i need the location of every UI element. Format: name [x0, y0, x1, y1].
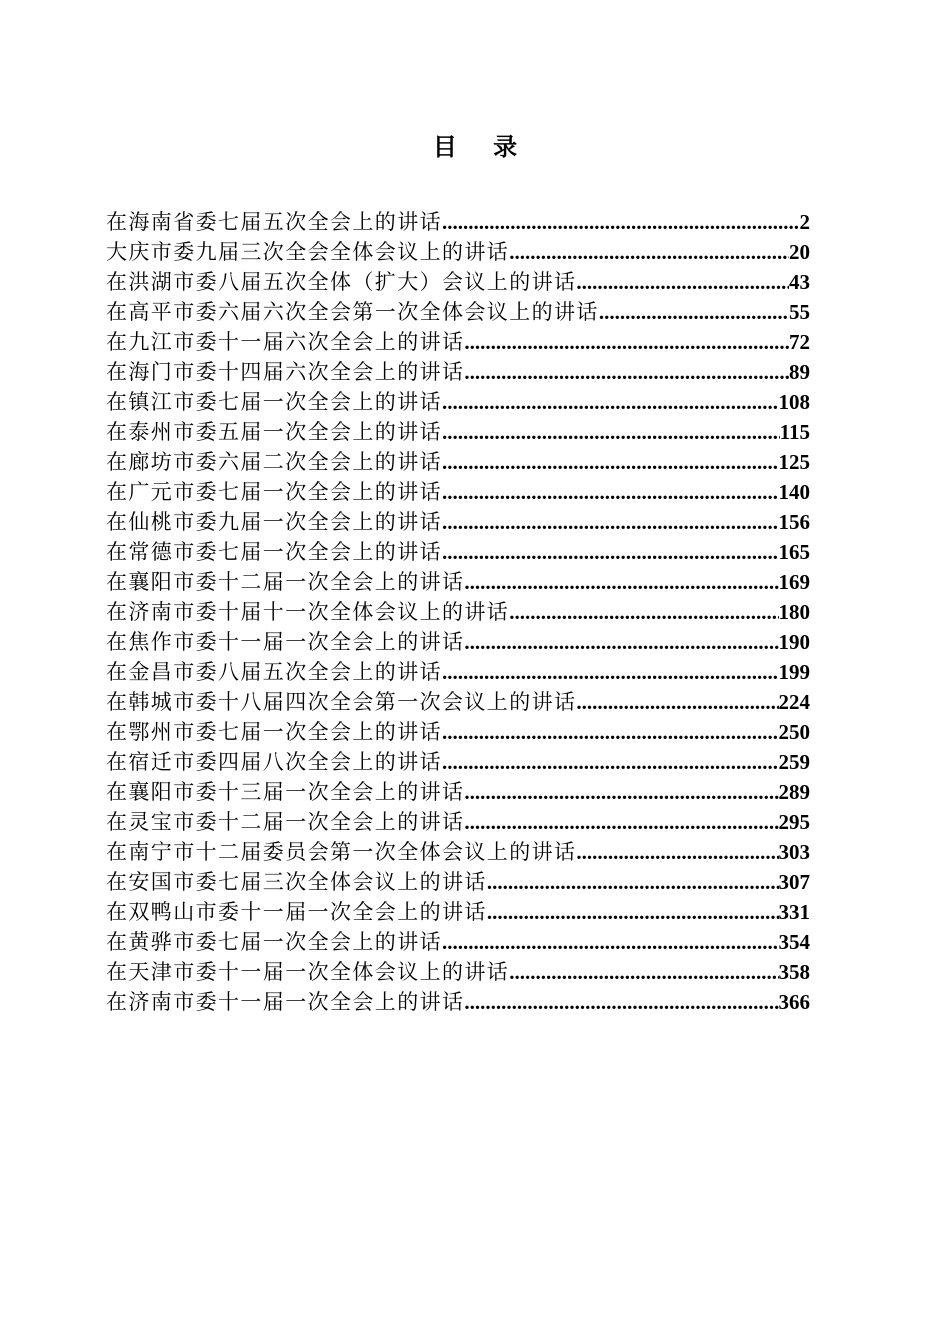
toc-entry-page-number: 331 [778, 900, 810, 924]
toc-entry-page-number: 358 [778, 960, 810, 984]
toc-entry[interactable] [106, 237, 810, 267]
toc-entry[interactable] [106, 477, 810, 507]
toc-entry-title: 在高平市委六届六次全会第一次全体会议上的讲话 [106, 300, 599, 324]
toc-entry-title: 在宿迁市委四届八次全会上的讲话 [106, 750, 442, 774]
toc-entry-title: 在灵宝市委十二届一次全会上的讲话 [106, 810, 465, 834]
toc-entry[interactable] [106, 747, 810, 777]
toc-entry-page-number: 72 [789, 330, 810, 354]
toc-dot-leader [464, 987, 778, 1017]
toc-entry-page-number: 2 [799, 210, 810, 234]
toc-entry[interactable] [106, 657, 810, 687]
toc-entry-title: 在焦作市委十一届一次全会上的讲话 [106, 630, 465, 654]
toc-entry-title: 在济南市委十一届一次全会上的讲话 [106, 990, 465, 1014]
toc-entry-page-number: 259 [778, 750, 810, 774]
toc-dot-leader [464, 807, 778, 837]
toc-entry-title: 在仙桃市委九届一次全会上的讲话 [106, 510, 442, 534]
toc-entry-title: 在双鸭山市委十一届一次全会上的讲话 [106, 900, 487, 924]
toc-entry-page-number: 295 [778, 810, 810, 834]
toc-entry-title: 在韩城市委十八届四次全会第一次会议上的讲话 [106, 690, 577, 714]
toc-dot-leader [509, 957, 778, 987]
toc-entry-title: 在常德市委七届一次全会上的讲话 [106, 540, 442, 564]
toc-dot-leader [599, 297, 789, 327]
toc-entry-title: 在襄阳市委十三届一次全会上的讲话 [106, 780, 465, 804]
toc-dot-leader [442, 477, 779, 507]
toc-entry-page-number: 43 [789, 270, 810, 294]
toc-dot-leader [442, 207, 800, 237]
toc-dot-leader [442, 537, 779, 567]
toc-entry[interactable] [106, 957, 810, 987]
toc-entry-title: 在海南省委七届五次全会上的讲话 [106, 210, 442, 234]
toc-entry-title: 在泰州市委五届一次全会上的讲话 [106, 420, 442, 444]
toc-dot-leader [464, 777, 778, 807]
toc-entry[interactable] [106, 837, 810, 867]
toc-entry[interactable] [106, 507, 810, 537]
toc-entry[interactable] [106, 897, 810, 927]
toc-entry-page-number: 165 [778, 540, 810, 564]
toc-entry[interactable] [106, 297, 810, 327]
toc-entry-title: 在海门市委十四届六次全会上的讲话 [106, 360, 465, 384]
toc-entry-title: 在镇江市委七届一次全会上的讲话 [106, 390, 442, 414]
toc-entry-title: 在济南市委十届十一次全体会议上的讲话 [106, 600, 510, 624]
toc-entry-page-number: 169 [778, 570, 810, 594]
toc-dot-leader [442, 927, 779, 957]
toc-entry-title: 在洪湖市委八届五次全体（扩大）会议上的讲话 [106, 270, 577, 294]
toc-dot-leader [442, 507, 779, 537]
toc-entry-page-number: 190 [778, 630, 810, 654]
toc-entry[interactable] [106, 387, 810, 417]
toc-dot-leader [464, 327, 789, 357]
toc-entry[interactable] [106, 357, 810, 387]
toc-dot-leader [487, 897, 779, 927]
toc-dot-leader [464, 567, 778, 597]
toc-entry[interactable] [106, 627, 810, 657]
toc-entry[interactable] [106, 537, 810, 567]
toc-dot-leader [487, 867, 779, 897]
toc-dot-leader [464, 627, 778, 657]
toc-entry-page-number: 366 [778, 990, 810, 1014]
toc-entry-page-number: 89 [789, 360, 810, 384]
toc-dot-leader [442, 417, 780, 447]
toc-entry[interactable] [106, 867, 810, 897]
toc-dot-leader [576, 267, 789, 297]
toc-entry[interactable] [106, 207, 810, 237]
toc-entry[interactable] [106, 987, 810, 1017]
toc-entry[interactable] [106, 717, 810, 747]
toc-entry[interactable] [106, 447, 810, 477]
toc-dot-leader [442, 447, 779, 477]
toc-entry[interactable] [106, 597, 810, 627]
toc-entry-page-number: 303 [778, 840, 810, 864]
toc-entry-page-number: 55 [789, 300, 810, 324]
toc-dot-leader [509, 237, 789, 267]
toc-entry-page-number: 224 [778, 690, 810, 714]
toc-entry[interactable] [106, 927, 810, 957]
toc-entry[interactable] [106, 687, 810, 717]
toc-entry[interactable] [106, 777, 810, 807]
toc-entry-page-number: 354 [778, 930, 810, 954]
toc-entry-title: 在黄骅市委七届一次全会上的讲话 [106, 930, 442, 954]
toc-dot-leader [576, 687, 778, 717]
toc-entry[interactable] [106, 267, 810, 297]
toc-entry-page-number: 180 [778, 600, 810, 624]
toc-entry-page-number: 125 [778, 450, 810, 474]
toc-entry-title: 在天津市委十一届一次全体会议上的讲话 [106, 960, 510, 984]
toc-entry-title: 在鄂州市委七届一次全会上的讲话 [106, 720, 442, 744]
toc-dot-leader [442, 657, 779, 687]
toc-entry-title: 在广元市委七届一次全会上的讲话 [106, 480, 442, 504]
toc-entry-title: 在九江市委十一届六次全会上的讲话 [106, 330, 465, 354]
toc-entry-page-number: 20 [789, 240, 810, 264]
toc-dot-leader [442, 387, 779, 417]
toc-entry-page-number: 108 [778, 390, 810, 414]
toc-entry-title: 在廊坊市委六届二次全会上的讲话 [106, 450, 442, 474]
toc-dot-leader [576, 837, 778, 867]
toc-entry-title: 在安国市委七届三次全体会议上的讲话 [106, 870, 487, 894]
toc-entry[interactable] [106, 807, 810, 837]
toc-entry[interactable] [106, 327, 810, 357]
toc-entry-page-number: 307 [778, 870, 810, 894]
page-title: 目 录 [432, 132, 532, 161]
toc-dot-leader [442, 717, 779, 747]
toc-entry-page-number: 289 [778, 780, 810, 804]
toc-entry-title: 在金昌市委八届五次全会上的讲话 [106, 660, 442, 684]
toc-dot-leader [509, 597, 778, 627]
toc-dot-leader [442, 747, 779, 777]
toc-entry-page-number: 140 [778, 480, 810, 504]
toc-entry-page-number: 199 [778, 660, 810, 684]
toc-dot-leader [464, 357, 789, 387]
toc-entry[interactable] [106, 567, 810, 597]
toc-entry-page-number: 115 [779, 420, 810, 444]
toc-entry[interactable] [106, 417, 810, 447]
toc-entry-page-number: 250 [778, 720, 810, 744]
toc-entry-title: 大庆市委九届三次全会全体会议上的讲话 [106, 240, 510, 264]
toc-entry-page-number: 156 [778, 510, 810, 534]
table-of-contents [106, 207, 810, 1017]
toc-entry-title: 在南宁市十二届委员会第一次全体会议上的讲话 [106, 840, 577, 864]
toc-entry-title: 在襄阳市委十二届一次全会上的讲话 [106, 570, 465, 594]
